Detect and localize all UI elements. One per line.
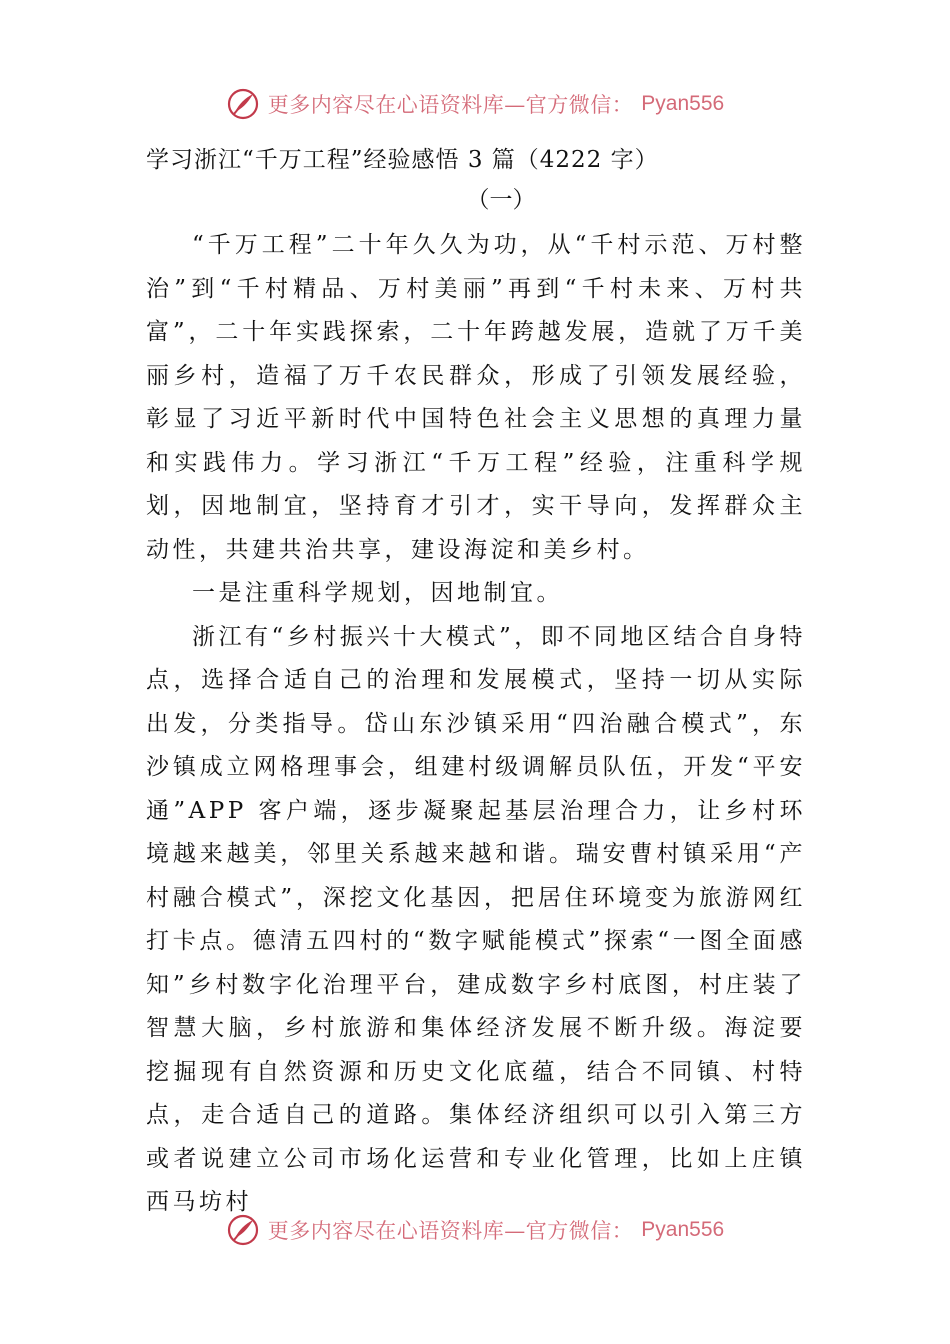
paragraph-heading-one: 一是注重科学规划，因地制宜。 bbox=[192, 580, 563, 606]
section-number: （一） bbox=[466, 187, 536, 213]
quill-logo-icon bbox=[226, 1213, 260, 1247]
banner-text: 更多内容尽在心语资料库—官方微信： bbox=[267, 1219, 634, 1243]
document-title: 学习浙江“千万工程”经验感悟 3 篇（4222 字） bbox=[146, 147, 659, 173]
wechat-id: Pyan556 bbox=[641, 92, 725, 115]
wechat-id: Pyan556 bbox=[641, 1218, 725, 1241]
banner-text: 更多内容尽在心语资料库—官方微信： bbox=[267, 93, 634, 117]
paragraph-zhejiang-models: 浙江有“乡村振兴十大模式”，即不同地区结合自身特点，选择合适自己的治理和发展模式，坚持一切从实际出发，分类指导。岱山东沙镇采用“四治融合模式”，东沙镇成立网格理事会，组建村级调解员队伍，开发“平安通”APP 客户端，逐步凝聚起基层治理合力，让乡村环境越来越美，邻里关系越来越和谐。瑞安曹村镇采用“产村融合模式”，深挖文化基因，把居住环境变为旅游网红打卡点。德清五四村的“数字赋能模式”探索“一图全面感知”乡村数字化治理平台，建成数字乡村底图，村庄装了智慧大脑，乡村旅游和集体经济发展不断升级。海淀要挖掘现有自然资源和历史文化底蕴，结合不同镇、村特点，走合适自己的道路。集体经济组织可以引入第三方或者说建立公司市场化运营和专业化管理，比如上庄镇西马坊村 bbox=[146, 623, 806, 1215]
quill-logo-icon bbox=[226, 87, 260, 121]
header-watermark-banner bbox=[0, 86, 950, 122]
footer-watermark-banner bbox=[0, 1212, 950, 1248]
paragraph-intro: “千万工程”二十年久久为功，从“千村示范、万村整治”到“千村精品、万村美丽”再到“千村未来、万村共富”，二十年实践探索，二十年跨越发展，造就了万千美丽乡村，造福了万千农民群众，形成了引领发展经验，彰显了习近平新时代中国特色社会主义思想的真理力量和实践伟力。学习浙江“千万工程”经验，注重科学规划，因地制宜，坚持育才引才，实干导向，发挥群众主动性，共建共治共享，建设海淀和美乡村。 bbox=[146, 232, 806, 563]
document-body bbox=[146, 140, 806, 1225]
